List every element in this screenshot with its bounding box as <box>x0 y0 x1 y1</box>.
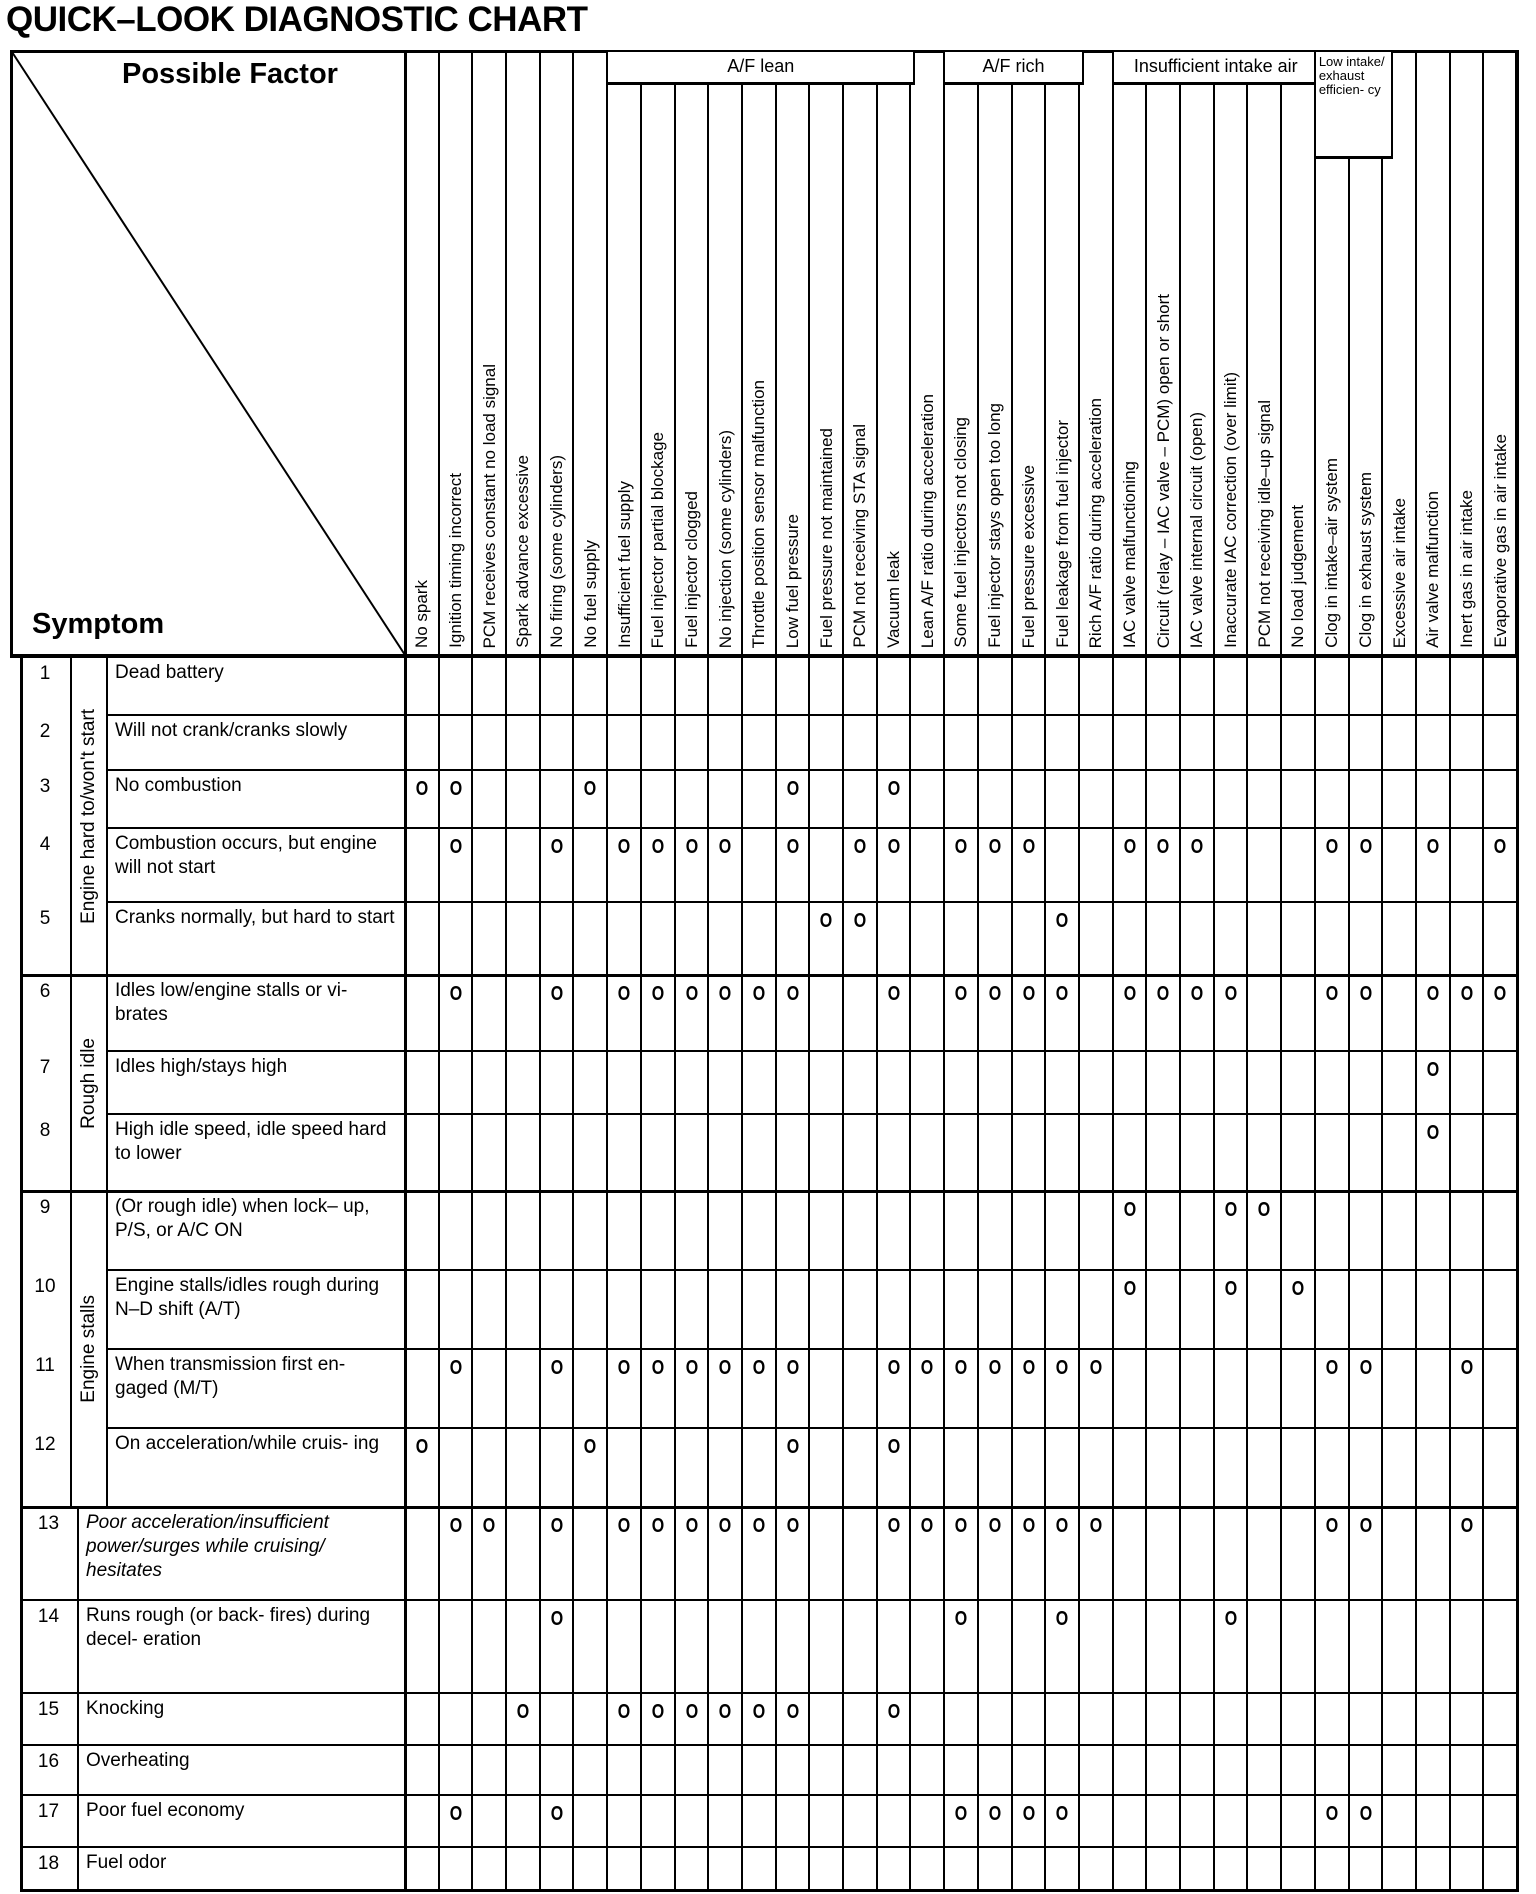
factor-column-header <box>1281 84 1315 654</box>
column-divider <box>1044 50 1046 1892</box>
factor-mark: O <box>1123 1278 1136 1300</box>
corner-diagonal <box>10 50 410 657</box>
factor-mark: O <box>1224 983 1237 1005</box>
column-divider <box>1381 50 1383 1892</box>
factor-mark: O <box>853 910 867 932</box>
factor-mark: O <box>483 1515 496 1537</box>
possible-factor-label: Possible Factor <box>122 58 338 90</box>
symptom-number: 16 <box>37 1751 60 1772</box>
symptom-text: Idles low/engine stalls or vi- brates <box>115 980 348 1025</box>
symptom-number: 11 <box>35 1355 55 1376</box>
factor-mark: O <box>786 778 799 800</box>
factor-mark: O <box>752 1701 766 1723</box>
factor-group-header: Insufficient intake air <box>1112 52 1320 85</box>
symptom-group-text: Engine stalls <box>77 1295 99 1403</box>
factor-mark: O <box>1325 1803 1339 1825</box>
factor-column-header <box>809 84 843 654</box>
factor-mark: O <box>1056 1803 1069 1825</box>
column-divider <box>539 50 541 1892</box>
factor-mark: O <box>1460 1357 1473 1379</box>
factor-mark: O <box>1123 1199 1136 1221</box>
factor-column-header <box>506 84 540 654</box>
factor-column-header <box>843 84 877 654</box>
factor-mark: O <box>449 1803 462 1825</box>
factor-mark: O <box>617 983 631 1005</box>
symptom-number: 14 <box>37 1606 60 1627</box>
factor-mark: O <box>550 836 564 858</box>
factor-label: No injection (some cylinders) <box>715 429 735 648</box>
factor-column-header <box>675 84 709 654</box>
factor-mark: O <box>954 1515 968 1537</box>
factor-column-header <box>944 84 978 654</box>
column-divider <box>1516 50 1519 1892</box>
symptom-number: 10 <box>34 1276 56 1297</box>
factor-mark: O <box>584 778 597 800</box>
symptom-label: Symptom <box>32 608 165 640</box>
column-divider <box>1314 50 1316 1892</box>
symptom-number: 13 <box>37 1513 60 1534</box>
symptom-text: Fuel odor <box>86 1852 167 1873</box>
factor-column-header <box>1416 84 1450 654</box>
column-divider <box>1415 50 1417 1892</box>
symptom-number: 5 <box>39 908 51 929</box>
factor-group-header: A/F lean <box>606 52 915 85</box>
group-divider <box>70 975 72 1191</box>
factor-column-header <box>573 84 607 654</box>
factor-mark: O <box>1359 1357 1372 1379</box>
symptom-text: Poor fuel economy <box>86 1800 245 1821</box>
factor-column-header <box>1247 84 1281 654</box>
factor-mark: O <box>617 1701 631 1723</box>
factor-mark: O <box>1089 1515 1103 1537</box>
symptom-number: 15 <box>37 1699 60 1720</box>
factor-column-header <box>1146 84 1180 654</box>
factor-column-header <box>910 84 944 654</box>
column-divider <box>640 50 642 1892</box>
factor-label: No firing (some cylinders) <box>547 455 567 648</box>
column-divider <box>1449 50 1451 1892</box>
column-divider <box>1280 50 1282 1892</box>
factor-mark: O <box>719 983 732 1005</box>
factor-label: Low fuel pressure <box>783 513 802 648</box>
factor-mark: O <box>415 778 429 800</box>
symptom-text: Knocking <box>86 1698 165 1719</box>
factor-mark: O <box>449 836 462 858</box>
symptom-text: Cranks normally, but hard to start <box>115 907 395 928</box>
factor-label: Fuel injector clogged <box>681 491 701 648</box>
symptom-text: Poor acceleration/insufficient power/surges while cruising/ hesitates <box>86 1512 329 1581</box>
factor-mark: O <box>954 1608 968 1630</box>
factor-mark: O <box>1224 1608 1237 1630</box>
factor-mark: O <box>1460 983 1473 1005</box>
factor-column-header <box>1483 84 1517 654</box>
group-divider <box>70 657 72 975</box>
factor-mark: O <box>786 983 799 1005</box>
symptom-number: 2 <box>39 721 51 742</box>
factor-mark: O <box>988 1515 1002 1537</box>
factor-column-header <box>540 84 574 654</box>
column-divider <box>438 50 440 1892</box>
factor-label: PCM not receiving idle–up signal <box>1254 400 1274 648</box>
factor-mark: O <box>1460 1515 1473 1537</box>
group-divider <box>70 1191 72 1507</box>
symptom-number: 6 <box>39 981 51 1002</box>
symptom-text: Runs rough (or back- fires) during decel- eration <box>86 1605 371 1650</box>
factor-mark: O <box>1056 1608 1069 1630</box>
symptom-number: 1 <box>39 663 51 684</box>
factor-column-header <box>607 84 641 654</box>
symptom-number: 9 <box>39 1197 51 1218</box>
factor-mark: O <box>954 983 968 1005</box>
factor-mark: O <box>1022 1803 1035 1825</box>
factor-mark: O <box>1022 1357 1035 1379</box>
symptom-group-text: Rough idle <box>77 1037 99 1129</box>
symptom-number: 18 <box>37 1853 60 1874</box>
factor-mark: O <box>988 1357 1002 1379</box>
factor-mark: O <box>1325 836 1339 858</box>
column-divider <box>741 50 743 1892</box>
factor-mark: O <box>1056 910 1069 932</box>
symptom-number: 17 <box>37 1801 60 1822</box>
factor-column-header <box>1214 84 1248 654</box>
factor-label: Fuel pressure excessive <box>1018 464 1038 648</box>
factor-mark: O <box>685 836 698 858</box>
factor-mark: O <box>988 983 1002 1005</box>
factor-mark: O <box>617 1357 631 1379</box>
symptom-text: Dead battery <box>115 662 224 683</box>
factor-mark: O <box>1426 1059 1440 1081</box>
factor-mark: O <box>719 1515 732 1537</box>
factor-mark: O <box>651 983 665 1005</box>
factor-mark: O <box>1022 1515 1035 1537</box>
factor-mark: O <box>1089 1357 1103 1379</box>
column-divider <box>505 50 507 1892</box>
factor-mark: O <box>1022 836 1035 858</box>
factor-mark: O <box>1426 1122 1440 1144</box>
factor-mark: O <box>786 836 799 858</box>
symptom-group-label <box>70 657 107 975</box>
column-divider <box>1011 50 1013 1892</box>
factor-mark: O <box>752 1515 766 1537</box>
factor-mark: O <box>988 836 1002 858</box>
column-divider <box>842 50 844 1892</box>
factor-mark: O <box>651 1701 665 1723</box>
factor-mark: O <box>887 836 900 858</box>
column-divider <box>808 50 810 1892</box>
symptom-number: 4 <box>39 834 51 855</box>
factor-label: Inaccurate IAC correction (over limit) <box>1221 372 1241 648</box>
factor-mark: O <box>887 983 900 1005</box>
symptom-text: Will not crank/cranks slowly <box>115 720 348 741</box>
factor-label: Inert gas in air intake <box>1456 490 1476 648</box>
symptom-text: Idles high/stays high <box>115 1056 288 1077</box>
factor-mark: O <box>1494 836 1507 858</box>
factor-mark: O <box>954 1357 968 1379</box>
factor-mark: O <box>786 1357 799 1379</box>
factor-mark: O <box>1359 983 1372 1005</box>
symptom-number: 7 <box>39 1057 51 1078</box>
column-divider <box>1246 50 1248 1892</box>
factor-mark: O <box>887 1701 900 1723</box>
factor-group-header: Low intake/ exhaust efficien- cy <box>1314 52 1393 159</box>
factor-column-header <box>1113 84 1147 654</box>
factor-mark: O <box>1157 983 1170 1005</box>
factor-mark: O <box>887 1357 900 1379</box>
factor-mark: O <box>449 1515 462 1537</box>
factor-mark: O <box>1325 983 1339 1005</box>
factor-label: IAC valve malfunctioning <box>1119 460 1139 648</box>
factor-mark: O <box>550 1357 564 1379</box>
factor-mark: O <box>921 1515 934 1537</box>
symptom-text: Overheating <box>86 1750 190 1771</box>
factor-label: Insufficient fuel supply <box>614 481 634 648</box>
factor-column-header <box>708 84 742 654</box>
factor-mark: O <box>853 836 867 858</box>
factor-label: Excessive air intake <box>1389 497 1409 648</box>
factor-column-header <box>1382 84 1416 654</box>
factor-mark: O <box>550 1515 564 1537</box>
column-divider <box>1078 50 1080 1892</box>
factor-mark: O <box>1291 1278 1305 1300</box>
factor-column-header <box>978 84 1012 654</box>
column-divider <box>775 50 777 1892</box>
factor-label: No spark <box>412 579 432 648</box>
factor-column-header <box>1450 84 1484 654</box>
factor-mark: O <box>1325 1357 1339 1379</box>
factor-label: Rich A/F ratio during acceleration <box>1086 397 1106 648</box>
factor-mark: O <box>1056 983 1069 1005</box>
factor-mark: O <box>685 1515 698 1537</box>
column-divider <box>606 50 608 1892</box>
factor-mark: O <box>1056 1357 1069 1379</box>
factor-mark: O <box>685 1701 698 1723</box>
factor-label: Clog in intake–air system <box>1322 458 1342 648</box>
factor-mark: O <box>1325 1515 1339 1537</box>
column-divider <box>977 50 979 1892</box>
factor-mark: O <box>1123 836 1136 858</box>
factor-label: Clog in exhaust system <box>1355 472 1375 648</box>
column-divider <box>707 50 709 1892</box>
factor-mark: O <box>449 778 462 800</box>
factor-label: Lean A/F ratio during acceleration <box>917 393 937 648</box>
factor-column-header <box>1180 84 1214 654</box>
column-divider <box>1348 50 1350 1892</box>
symptom-text: When transmission first en- gaged (M/T) <box>115 1354 346 1399</box>
factor-mark: O <box>651 1515 665 1537</box>
factor-mark: O <box>1224 1278 1237 1300</box>
factor-label: Evaporative gas in air intake <box>1490 434 1510 648</box>
factor-mark: O <box>786 1436 799 1458</box>
factor-column-header <box>776 84 810 654</box>
factor-mark: O <box>752 983 766 1005</box>
column-divider <box>1179 50 1181 1892</box>
symptom-text: Combustion occurs, but engine will not start <box>115 833 377 878</box>
factor-column-header <box>1079 84 1113 654</box>
factor-mark: O <box>954 1803 968 1825</box>
column-divider <box>1145 50 1147 1892</box>
factor-label: Circuit (relay – IAC valve – PCM) open or short <box>1153 293 1173 648</box>
factor-mark: O <box>584 1436 597 1458</box>
factor-mark: O <box>719 1357 732 1379</box>
factor-mark: O <box>752 1357 766 1379</box>
factor-group-header: A/F rich <box>943 52 1084 85</box>
factor-label: Fuel leakage from fuel injector <box>1052 420 1072 648</box>
factor-mark: O <box>516 1701 530 1723</box>
factor-label: Throttle position sensor malfunction <box>749 379 769 648</box>
factor-mark: O <box>651 1357 665 1379</box>
factor-mark: O <box>786 1701 799 1723</box>
factor-mark: O <box>1056 1515 1069 1537</box>
factor-mark: O <box>1359 1515 1372 1537</box>
factor-mark: O <box>651 836 665 858</box>
symptom-group-label <box>70 1191 107 1507</box>
factor-label: Fuel pressure not maintained <box>816 427 836 648</box>
factor-column-header <box>405 84 439 654</box>
factor-column-header <box>641 84 675 654</box>
factor-mark: O <box>1123 983 1136 1005</box>
column-divider <box>909 50 911 1892</box>
factor-mark: O <box>617 1515 631 1537</box>
factor-mark: O <box>887 1436 900 1458</box>
symptom-number: 8 <box>39 1120 51 1141</box>
column-divider <box>1482 50 1484 1892</box>
factor-mark: O <box>1224 1199 1237 1221</box>
factor-mark: O <box>1190 983 1204 1005</box>
factor-label: Ignition timing incorrect <box>446 473 466 648</box>
factor-mark: O <box>820 910 833 932</box>
factor-column-header <box>877 84 911 654</box>
column-divider <box>674 50 676 1892</box>
symptom-text: Engine stalls/idles rough during N–D shift (A/T) <box>115 1275 380 1320</box>
factor-mark: O <box>719 1701 732 1723</box>
factor-label: Fuel injector partial blockage <box>648 431 668 648</box>
factor-mark: O <box>887 1515 900 1537</box>
factor-label: PCM receives constant no load signal <box>479 363 499 648</box>
factor-column-header <box>1349 84 1383 654</box>
factor-mark: O <box>988 1803 1002 1825</box>
factor-label: Vacuum leak <box>884 550 904 648</box>
factor-mark: O <box>1190 836 1204 858</box>
factor-mark: O <box>1258 1199 1271 1221</box>
factor-mark: O <box>719 836 732 858</box>
factor-label: Fuel injector stays open too long <box>985 403 1005 648</box>
factor-mark: O <box>617 836 631 858</box>
symptom-number: 12 <box>34 1434 56 1455</box>
factor-mark: O <box>1359 1803 1372 1825</box>
symptom-text: (Or rough idle) when lock– up, P/S, or A/C ON <box>115 1196 370 1241</box>
factor-column-header <box>1012 84 1046 654</box>
factor-column-header <box>472 84 506 654</box>
factor-mark: O <box>685 1357 698 1379</box>
factor-mark: O <box>1157 836 1170 858</box>
symptom-number: 3 <box>39 776 51 797</box>
factor-label: No load judgement <box>1288 505 1308 648</box>
factor-column-header <box>439 84 473 654</box>
symptom-text: High idle speed, idle speed hard to lower <box>115 1119 387 1164</box>
factor-mark: O <box>921 1357 934 1379</box>
factor-mark: O <box>550 983 564 1005</box>
symptom-group-label <box>70 975 107 1191</box>
factor-label: Spark advance excessive <box>513 455 533 648</box>
factor-mark: O <box>550 1803 564 1825</box>
factor-mark: O <box>1426 836 1440 858</box>
factor-label: Air valve malfunction <box>1423 491 1443 648</box>
column-divider <box>1213 50 1215 1892</box>
factor-mark: O <box>1022 983 1035 1005</box>
factor-column-header <box>742 84 776 654</box>
factor-mark: O <box>415 1436 429 1458</box>
factor-label: IAC valve internal circuit (open) <box>1187 411 1207 648</box>
factor-label: PCM not receiving STA signal <box>850 424 870 648</box>
factor-mark: O <box>954 836 968 858</box>
column-divider <box>572 50 574 1892</box>
symptom-text: No combustion <box>115 775 242 796</box>
column-divider <box>1112 50 1114 1892</box>
chart-title: QUICK–LOOK DIAGNOSTIC CHART <box>6 0 588 39</box>
factor-mark: O <box>887 778 900 800</box>
factor-label: Some fuel injectors not closing <box>951 417 971 648</box>
factor-mark: O <box>550 1608 564 1630</box>
factor-mark: O <box>449 983 462 1005</box>
symptom-group-text: Engine hard to/won't start <box>77 708 99 924</box>
factor-mark: O <box>1494 983 1507 1005</box>
factor-mark: O <box>786 1515 799 1537</box>
column-divider <box>471 50 473 1892</box>
factor-column-header <box>1315 84 1349 654</box>
factor-label: No fuel supply <box>580 540 600 648</box>
column-divider <box>943 50 945 1892</box>
factor-column-header <box>1045 84 1079 654</box>
factor-mark: O <box>449 1357 462 1379</box>
factor-mark: O <box>685 983 698 1005</box>
column-divider <box>876 50 878 1892</box>
factor-mark: O <box>1359 836 1372 858</box>
symptom-text: On acceleration/while cruis- ing <box>115 1433 380 1454</box>
factor-mark: O <box>1426 983 1440 1005</box>
